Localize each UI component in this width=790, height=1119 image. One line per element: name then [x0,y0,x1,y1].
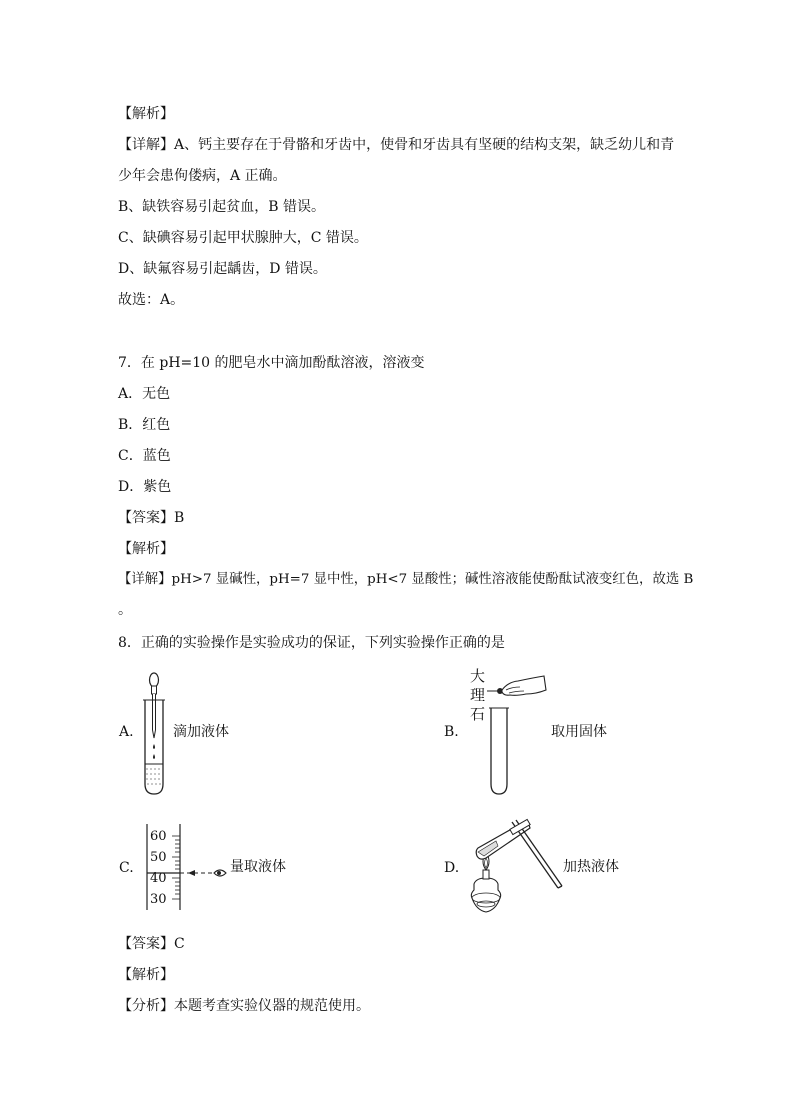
marble-test-tube-figure [482,668,552,798]
heating-test-tube-figure [466,818,566,918]
figure-d-letter: D. [444,860,460,876]
cylinder-tick-40: 40 [150,871,167,886]
q8-analysis: 【分析】本题考查实验仪器的规范使用。 [118,998,370,1014]
cylinder-tick-50: 50 [150,850,167,865]
q6-option-d-explanation: D、缺氟容易引起龋齿，D 错误。 [118,261,327,277]
q6-option-b-explanation: B、缺铁容易引起贫血，B 错误。 [118,199,326,215]
cylinder-tick-60: 60 [150,829,167,844]
figure-a-letter: A. [119,724,134,740]
q6-detail-line-1: 【详解】A、钙主要存在于骨骼和牙齿中，使骨和牙齿具有坚硬的结构支架，缺乏幼儿和青 [118,137,675,153]
q7-option-d: D．紫色 [118,479,172,495]
marble-char-1: 大 [470,667,486,685]
figure-d-label: 加热液体 [563,859,619,875]
q6-final-choice: 故选：A。 [118,292,185,308]
figure-b-letter: B. [444,724,459,740]
q8-answer: 【答案】C [118,936,185,952]
q7-answer: 【答案】B [118,510,185,526]
q8-stem: 8．正确的实验操作是实验成功的保证，下列实验操作正确的是 [118,635,505,651]
q6-analysis-heading: 【解析】 [118,106,174,122]
q8-analysis-heading: 【解析】 [118,967,174,983]
figure-c-letter: C. [119,860,134,876]
q7-option-a: A．无色 [118,386,171,402]
q7-analysis-heading: 【解析】 [118,541,174,557]
marble-char-2: 理 [470,686,486,704]
q6-detail-line-2: 少年会患佝偻病，A 正确。 [118,168,287,184]
q7-detail-tail: 。 [118,602,132,618]
figure-a-label: 滴加液体 [173,724,229,740]
cylinder-tick-30: 30 [150,892,167,907]
figure-b-label: 取用固体 [551,724,607,740]
q7-option-c: C．蓝色 [118,448,171,464]
q7-detail: 【详解】pH>7 显碱性，pH=7 显中性，pH<7 显酸性；碱性溶液能使酚酞试液变红色，故选 B [118,572,694,587]
q7-stem: 7．在 pH=10 的肥皂水中滴加酚酞溶液，溶液变 [118,355,425,371]
q7-option-b: B．红色 [118,417,171,433]
marble-char-3: 石 [470,705,486,723]
dropper-test-tube-figure [135,668,175,798]
figure-c-label: 量取液体 [230,859,286,875]
q6-option-c-explanation: C、缺碘容易引起甲状腺肿大，C 错误。 [118,230,368,246]
